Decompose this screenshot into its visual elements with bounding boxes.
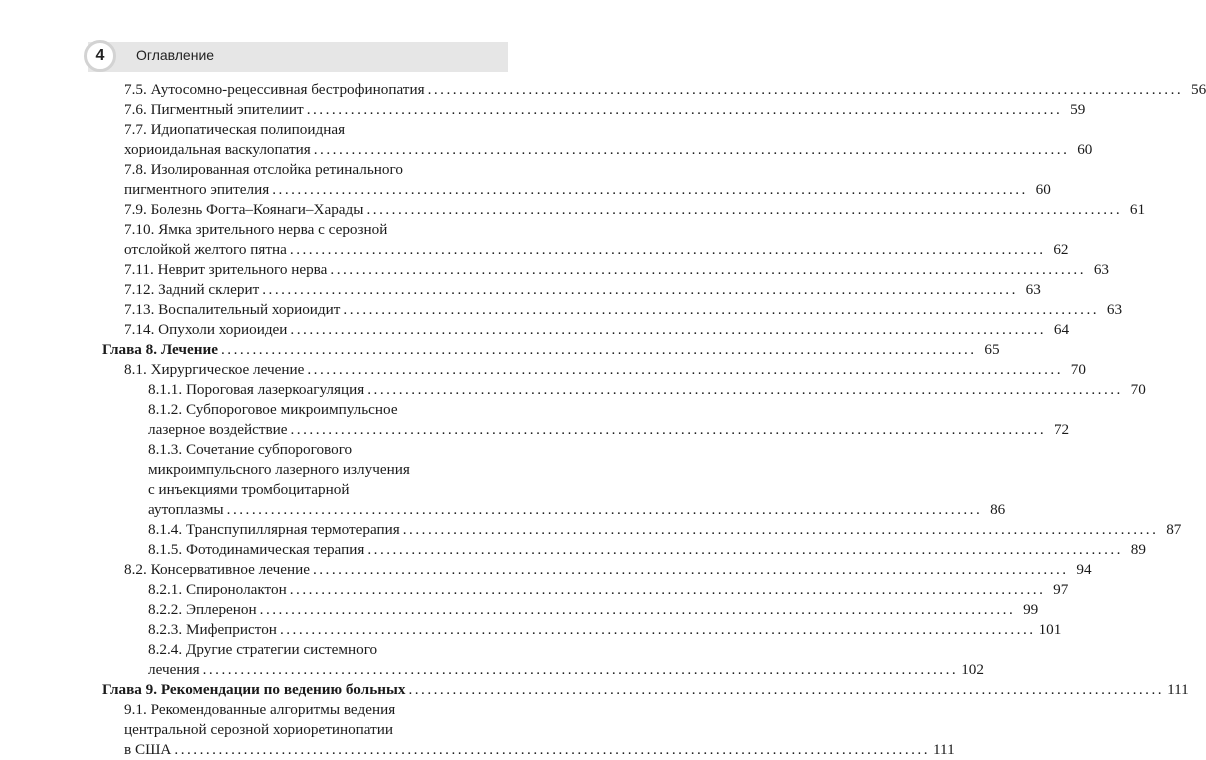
toc-entry[interactable] <box>102 580 1069 600</box>
toc-entry[interactable] <box>102 80 1206 100</box>
toc-page-number: 56 <box>1191 81 1206 98</box>
toc-leader-dots: ........................................................................................................................ <box>343 301 1100 318</box>
toc-entry[interactable] <box>102 640 984 680</box>
toc-page-number: 94 <box>1076 561 1092 578</box>
toc-leader-dots: ........................................................................................................................ <box>290 321 1047 338</box>
toc-page-number: 63 <box>1025 281 1041 298</box>
toc-entry-title: Глава 9. Рекомендации по ведению больных <box>102 681 406 698</box>
toc-entry-title: 8.2.2. Эплеренон <box>148 601 257 618</box>
toc-page-number: 60 <box>1035 181 1051 198</box>
toc-leader-dots: ........................................................................................................................ <box>272 181 1028 198</box>
toc-page-number: 87 <box>1166 521 1182 538</box>
toc-entry-title: центральной серозной хориоретинопатии <box>124 721 394 738</box>
toc-entry-title: 7.8. Изолированная отслойка ретинального <box>124 161 403 178</box>
toc-entry[interactable] <box>102 320 1070 340</box>
toc-leader-dots: ........................................................................................................................ <box>226 501 983 518</box>
toc-entry-title: 7.10. Ямка зрительного нерва с серозной <box>124 221 388 238</box>
toc-entry[interactable] <box>102 400 1070 440</box>
toc-entry[interactable] <box>102 380 1146 400</box>
toc-entry-title: 8.2. Консервативное лечение <box>124 561 310 578</box>
toc-entry-title: 7.11. Неврит зрительного нерва <box>124 261 328 278</box>
toc-page-number: 89 <box>1130 541 1146 558</box>
toc-entry[interactable] <box>102 300 1123 320</box>
toc-entry-title: лазерное воздействие <box>148 421 288 438</box>
toc-entry[interactable] <box>102 520 1182 540</box>
toc-entry-title: 8.1.3. Сочетание субпорогового <box>148 441 353 458</box>
toc-entry-title: микроимпульсного лазерного излучения <box>148 461 410 478</box>
toc-entry-title: 9.1. Рекомендованные алгоритмы ведения <box>124 701 396 718</box>
toc-leader-dots: ........................................................................................................................ <box>402 521 1159 538</box>
toc-leader-dots: ........................................................................................................................ <box>367 381 1123 398</box>
toc-entry[interactable] <box>102 280 1041 300</box>
toc-page-number: 60 <box>1077 141 1093 158</box>
toc-entry-title: аутоплазмы <box>148 501 224 518</box>
toc-leader-dots: ........................................................................................................................ <box>366 201 1123 218</box>
toc-page-number: 61 <box>1129 201 1146 218</box>
toc-page-number: 63 <box>1093 261 1110 278</box>
page-number-badge <box>84 40 116 72</box>
toc-entry[interactable] <box>102 160 1051 200</box>
toc-entry[interactable] <box>102 560 1092 580</box>
toc-entry-title: с инъекциями тромбоцитарной <box>148 481 350 498</box>
toc-entry[interactable] <box>102 700 955 760</box>
toc-page-number: 102 <box>961 661 984 678</box>
toc-leader-dots: ........................................................................................................................ <box>262 281 1018 298</box>
toc-entry-title: пигментного эпителия <box>124 181 270 198</box>
toc-leader-dots: ........................................................................................................................ <box>307 361 1063 378</box>
toc-leader-dots: ........................................................................................................................ <box>312 561 1069 578</box>
toc-entry[interactable] <box>102 100 1086 120</box>
toc-entry-title: 8.1.2. Субпороговое микроимпульсное <box>148 401 398 418</box>
toc-entry[interactable] <box>102 120 1093 160</box>
toc-entry[interactable] <box>102 360 1086 380</box>
toc-leader-dots: ........................................................................................................................ <box>279 621 1036 638</box>
toc-leader-dots: ........................................................................................................................ <box>202 661 959 678</box>
toc-entry-title: в США <box>124 741 172 758</box>
toc-entry-title: хориоидальная васкулопатия <box>124 141 311 158</box>
toc-page-number: 70 <box>1070 361 1086 378</box>
toc-entry-title: отслойкой желтого пятна <box>124 241 287 258</box>
toc-leader-dots: ........................................................................................................................ <box>290 421 1047 438</box>
toc-entry[interactable] <box>102 260 1110 280</box>
toc-entry-title: 8.1. Хирургическое лечение <box>124 361 305 378</box>
toc-page-number: 70 <box>1130 381 1146 398</box>
toc-entry-title: 8.1.4. Транспупиллярная термотерапия <box>148 521 400 538</box>
toc-entry-title: лечения <box>148 661 200 678</box>
toc-page-number: 64 <box>1053 321 1070 338</box>
toc-entry-title: 7.12. Задний склерит <box>124 281 260 298</box>
toc-entry-title: 7.9. Болезнь Фогта–Коянаги–Харады <box>124 201 364 218</box>
toc-entry[interactable] <box>102 540 1146 560</box>
toc-entry[interactable] <box>102 440 1006 520</box>
toc-page-number: 65 <box>984 341 1000 358</box>
page-number: 4 <box>95 47 105 64</box>
toc-entry-title: 8.2.1. Спиронолактон <box>148 581 287 598</box>
toc-entry-title: 7.5. Аутосомно-рецессивная бестрофинопатия <box>124 81 425 98</box>
toc-entry-title: 8.2.3. Мифепристон <box>148 621 277 638</box>
toc-entry-title: 8.1.1. Пороговая лазеркоагуляция <box>148 381 365 398</box>
toc-page-number: 59 <box>1070 101 1086 118</box>
toc-page-number: 97 <box>1053 581 1069 598</box>
toc-leader-dots: ........................................................................................................................ <box>220 341 977 358</box>
toc-leader-dots: ........................................................................................................................ <box>174 741 931 758</box>
toc-leader-dots: ........................................................................................................................ <box>427 81 1184 98</box>
toc-page-number: 62 <box>1053 241 1069 258</box>
toc-entry[interactable] <box>102 200 1146 220</box>
toc-entry-title: 7.7. Идиопатическая полипоидная <box>124 121 346 138</box>
toc-entry-title: 7.13. Воспалительный хориоидит <box>124 301 341 318</box>
toc-leader-dots: ........................................................................................................................ <box>289 581 1046 598</box>
toc-entry[interactable] <box>102 620 1062 640</box>
toc-page-number: 72 <box>1053 421 1070 438</box>
toc-entry-title: 8.2.4. Другие стратегии системного <box>148 641 378 658</box>
toc-page-number: 99 <box>1023 601 1039 618</box>
toc-page-number: 86 <box>990 501 1006 518</box>
toc-chapter-entry[interactable] <box>102 680 1189 700</box>
toc-entry-title: Глава 8. Лечение <box>102 341 218 358</box>
toc-leader-dots: ........................................................................................................................ <box>289 241 1046 258</box>
toc-page-number: 101 <box>1038 621 1062 638</box>
table-of-contents <box>102 80 1206 760</box>
toc-page-number: 111 <box>933 741 955 758</box>
running-header-title: Оглавление <box>136 47 215 63</box>
toc-leader-dots: ........................................................................................................................ <box>330 261 1087 278</box>
toc-leader-dots: ........................................................................................................................ <box>408 681 1165 698</box>
toc-entry-title: 7.14. Опухоли хориоидеи <box>124 321 288 338</box>
toc-entry[interactable] <box>102 600 1039 620</box>
toc-entry-title: 7.6. Пигментный эпителиит <box>124 101 304 118</box>
toc-page-number: 63 <box>1106 301 1123 318</box>
toc-page-number: 111 <box>1167 681 1189 698</box>
toc-leader-dots: ........................................................................................................................ <box>306 101 1063 118</box>
toc-leader-dots: ........................................................................................................................ <box>259 601 1016 618</box>
toc-entry[interactable] <box>102 220 1069 260</box>
toc-leader-dots: ........................................................................................................................ <box>313 141 1070 158</box>
toc-chapter-entry[interactable] <box>102 340 1000 360</box>
toc-leader-dots: ........................................................................................................................ <box>367 541 1123 558</box>
toc-entry-title: 8.1.5. Фотодинамическая терапия <box>148 541 365 558</box>
